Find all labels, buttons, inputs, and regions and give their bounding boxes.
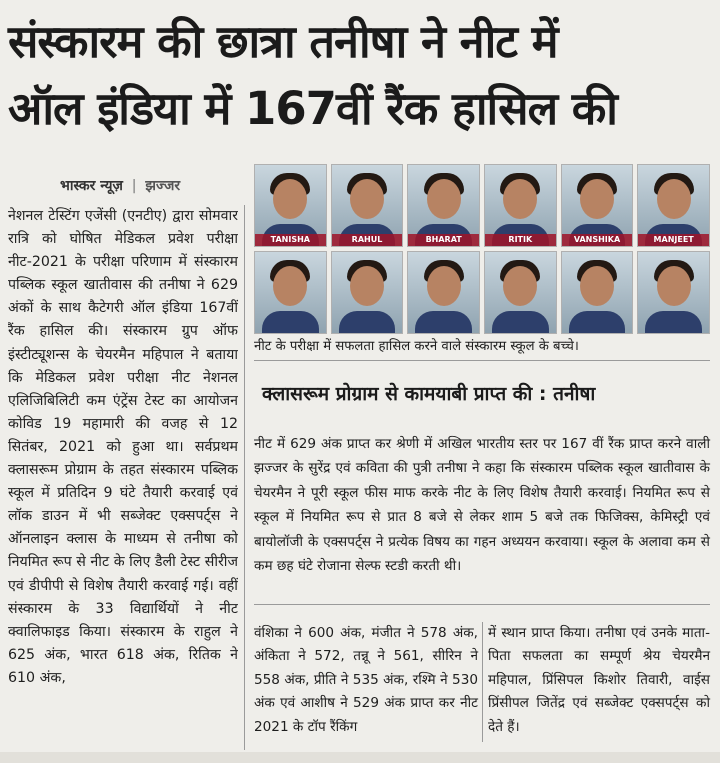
subheading: क्लासरूम प्रोग्राम से कामयाबी प्राप्त की : तनीषा bbox=[262, 383, 596, 405]
student-photo bbox=[561, 251, 634, 334]
article-right-column: नीट में 629 अंक प्राप्त कर श्रेणी में अखिल भारतीय स्तर पर 167 वीं रैंक प्राप्त करने वाली झज्जर के सुरेंद्र एवं कविता की पुत्री तनीषा ने कहा कि संस्कारम पब्लिक स्कूल खातीवास के चेयरमैन ने पूरी स्कूल फीस माफ करके नीट के लिए विशेष तैयारी करवाई। नियमित रूप से स्कूल में नियमित रूप से प्रात 8 बजे से लेकर शाम 5 बजे तक फिजिक्स, केमिस्ट्री एवं बायोलॉजी के एक्सपर्ट्स ने प्रत्येक विषय का गहन अध्ययन करवाया। स्कूल के अलावा कम से कम छह घंटे रोजाना सेल्फ स्टडी करती थी। bbox=[254, 436, 710, 575]
photo-name-label: RAHUL bbox=[332, 234, 403, 246]
section-divider bbox=[254, 360, 710, 361]
article-bottom-column-2: में स्थान प्राप्त किया। तनीषा एवं उनके माता-पिता सफलता का सम्पूर्ण श्रेय चेयरमैन महिपाल, प्रिंसिपल किशोर तिवारी, वाईस प्रिंसीपल जितेंद्र एवं सब्जेक्ट एक्सपर्ट्स को देते हैं। bbox=[488, 625, 710, 735]
student-photo bbox=[254, 251, 327, 334]
student-photo bbox=[331, 164, 404, 247]
student-photo bbox=[637, 164, 710, 247]
photo-name-label: TANISHA bbox=[255, 234, 326, 246]
column-divider bbox=[244, 205, 245, 750]
article-bottom-column-1: वंशिका ने 600 अंक, मंजीत ने 578 अंक, अंकिता ने 572, तन्नू ने 561, सीरिन ने 558 अंक, प्रीति ने 535 अंक, रश्मि ने 530 अंक एवं आशीष ने 529 अंक प्राप्त कर नीट 2021 के टॉप रैंकिंग bbox=[254, 625, 478, 735]
section-divider bbox=[254, 604, 710, 605]
student-photo bbox=[484, 251, 557, 334]
student-photo bbox=[254, 164, 327, 247]
page-bottom-edge bbox=[0, 752, 720, 763]
photo-name-label: RITIK bbox=[485, 234, 556, 246]
headline-line-2: ऑल इंडिया में 167वीं रैंक हासिल की bbox=[8, 82, 617, 135]
student-photo bbox=[331, 251, 404, 334]
photo-name-label: BHARAT bbox=[408, 234, 479, 246]
byline-city: झज्जर bbox=[145, 178, 181, 194]
article-left-column: नेशनल टेस्टिंग एजेंसी (एनटीए) द्वारा सोमवार रात्रि को घोषित मेडिकल प्रवेश परीक्षा नीट-2021 के परीक्षा परिणाम में संस्कारम पब्लिक स्कूल खातीवास की तनीषा ने 629 अंकों के साथ कैटेगरी ऑल इंडिया 167वीं रैंक हासिल की। संस्कारम ग्रुप ऑफ इंस्टीट्यूशन्स के चेयरमैन महिपाल ने बताया कि मेडिकल प्रवेश परीक्षा नीट नेशनल एलिजिबिलिटी कम एंट्रेंस टेस्ट का आयोजन कोविड 19 महामारी की वजह से 12 सितंबर, 2021 को हुआ था। सर्वप्रथम क्लासरूम प्रोग्राम के तहत संस्कारम पब्लिक स्कूल में प्रतिदिन 9 घंटे तैयारी करवाई एवं लॉक डाउन में भी सब्जेक्ट एक्सपर्ट्स ने ऑनलाइन क्लास के माध्यम से तनीषा को नियमित रूप से नीट के लिए डैली टेस्ट सीरीज एवं डीपीपी से विशेष तैयारी करवाई गई। वहीं संस्कारम के 33 विद्यार्थियों ने नीट क्वालिफाइड किया। संस्कारम के राहुल ने 625 अंक, भारत 618 अंक, रितिक ने 610 अंक, bbox=[8, 208, 238, 686]
byline bbox=[60, 176, 180, 195]
student-photo bbox=[407, 164, 480, 247]
headline bbox=[8, 8, 712, 142]
column-divider bbox=[482, 622, 483, 742]
student-photo bbox=[561, 164, 634, 247]
student-photo bbox=[637, 251, 710, 334]
byline-separator: | bbox=[131, 178, 137, 194]
student-photo bbox=[407, 251, 480, 334]
student-photo-grid bbox=[254, 164, 710, 334]
byline-source: भास्कर न्यूज़ bbox=[60, 178, 123, 194]
photo-name-label: MANJEET bbox=[638, 234, 709, 246]
student-photo bbox=[484, 164, 557, 247]
photo-caption: नीट के परीक्षा में सफलता हासिल करने वाले संस्कारम स्कूल के बच्चे। bbox=[254, 339, 579, 354]
headline-line-1: संस्कारम की छात्रा तनीषा ने नीट में bbox=[8, 15, 558, 68]
photo-name-label: VANSHIKA bbox=[562, 234, 633, 246]
